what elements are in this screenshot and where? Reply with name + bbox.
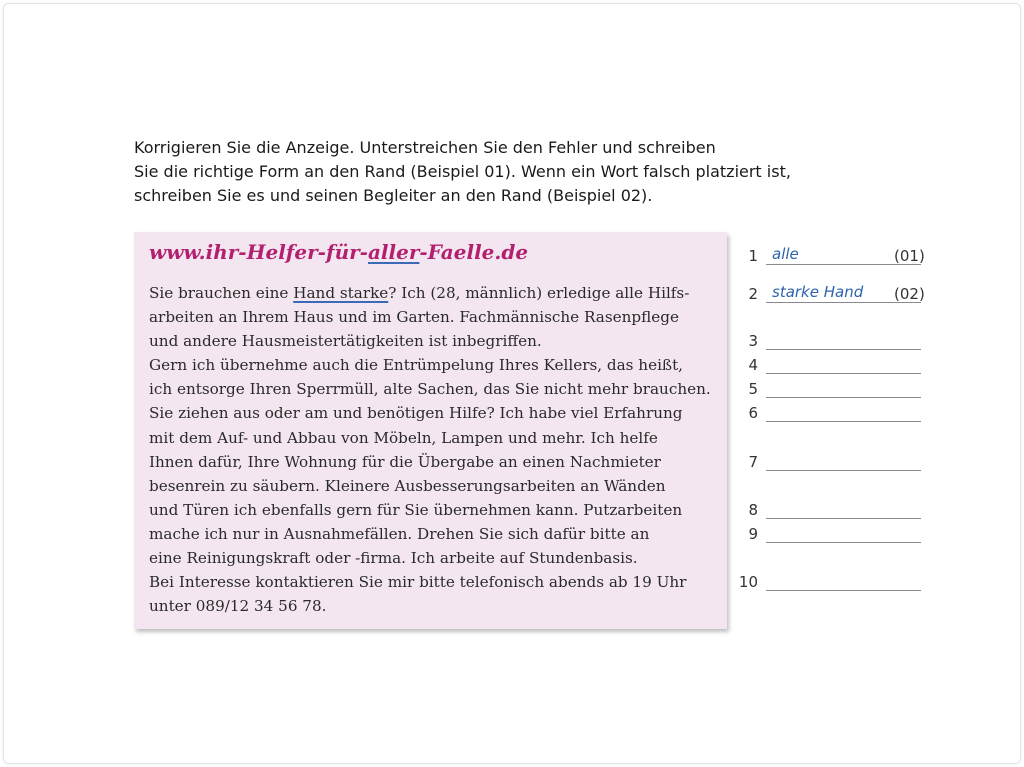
answer-number: 8 bbox=[748, 501, 758, 519]
ad-line: besenrein zu säubern. Kleinere Ausbesserungsarbeiten an Wänden bbox=[149, 476, 666, 495]
answer-line[interactable] bbox=[766, 421, 921, 422]
ad-text: ? Ich (28, männlich) erledige alle Hilfs- bbox=[388, 284, 690, 302]
ad-line: Gern ich übernehme auch die Entrümpelung Ihres Kellers, das heißt, bbox=[149, 356, 684, 375]
ad-body bbox=[149, 281, 724, 618]
instruction-line: Korrigieren Sie die Anzeige. Unterstreichen Sie den Fehler und schreiben bbox=[134, 138, 716, 157]
answer-row-5 bbox=[736, 378, 936, 400]
answer-line[interactable] bbox=[766, 470, 921, 471]
ad-line: mit dem Auf- und Abbau von Möbeln, Lampen und mehr. Ich helfe bbox=[149, 428, 658, 447]
answer-number: 7 bbox=[748, 453, 758, 471]
ad-line: Sie ziehen aus oder am und benötigen Hilfe? Ich habe viel Erfahrung bbox=[149, 404, 683, 423]
ad-title bbox=[149, 240, 528, 264]
ad-text: Sie brauchen eine bbox=[149, 284, 294, 302]
ad-title-part: -Faelle.de bbox=[419, 240, 529, 264]
advertisement-card bbox=[134, 232, 727, 629]
answer-handwriting: starke Hand bbox=[772, 283, 864, 301]
answer-number: 5 bbox=[748, 380, 758, 398]
ad-line: arbeiten an Ihrem Haus und im Garten. Fachmännische Rasenpflege bbox=[149, 308, 679, 327]
answer-line[interactable] bbox=[766, 542, 921, 543]
ad-line: Bei Interesse kontaktieren Sie mir bitte telefonisch abends ab 19 Uhr bbox=[149, 573, 687, 592]
answer-number: 4 bbox=[748, 356, 758, 374]
task-instructions bbox=[134, 136, 814, 208]
answer-number: 1 bbox=[748, 247, 758, 265]
answer-number: 10 bbox=[738, 573, 758, 591]
answer-row-7 bbox=[736, 451, 936, 473]
ad-line: eine Reinigungskraft oder -firma. Ich arbeite auf Stundenbasis. bbox=[149, 549, 638, 568]
answer-handwriting: alle bbox=[772, 245, 799, 263]
answer-number: 6 bbox=[748, 404, 758, 422]
answer-row-9 bbox=[736, 523, 936, 545]
answer-line[interactable] bbox=[766, 349, 921, 350]
ad-line: unter 089/12 34 56 78. bbox=[149, 597, 327, 616]
answer-row-6 bbox=[736, 402, 936, 424]
ad-underlined-error: Hand starke bbox=[293, 284, 389, 302]
answer-number: 3 bbox=[748, 332, 758, 350]
answer-number: 9 bbox=[748, 525, 758, 543]
example-label: (02) bbox=[894, 285, 925, 303]
answer-line[interactable] bbox=[766, 590, 921, 591]
answer-row-10 bbox=[736, 571, 936, 593]
ad-line: mache ich nur in Ausnahmefällen. Drehen Sie sich dafür bitte an bbox=[149, 524, 650, 543]
ad-line: ich entsorge Ihren Sperrmüll, alte Sachen, das Sie nicht mehr brauchen. bbox=[149, 380, 711, 399]
ad-line bbox=[149, 281, 724, 305]
ad-title-part: www.ihr-Helfer-für- bbox=[149, 240, 368, 264]
ad-line: Ihnen dafür, Ihre Wohnung für die Übergabe an einen Nachmieter bbox=[149, 452, 661, 471]
instruction-line: Sie die richtige Form an den Rand (Beispiel 01). Wenn ein Wort falsch platziert ist, bbox=[134, 162, 791, 181]
answer-row-8 bbox=[736, 499, 936, 521]
ad-line: und Türen ich ebenfalls gern für Sie übernehmen kann. Putzarbeiten bbox=[149, 500, 683, 519]
ad-line: und andere Hausmeistertätigkeiten ist inbegriffen. bbox=[149, 332, 542, 351]
answer-line[interactable] bbox=[766, 518, 921, 519]
answer-line[interactable] bbox=[766, 373, 921, 374]
answer-row-3 bbox=[736, 330, 936, 352]
answer-row-2 bbox=[736, 283, 936, 305]
answer-number: 2 bbox=[748, 285, 758, 303]
example-label: (01) bbox=[894, 247, 925, 265]
instruction-line: schreiben Sie es und seinen Begleiter an den Rand (Beispiel 02). bbox=[134, 186, 653, 205]
ad-title-underlined: aller bbox=[367, 240, 420, 264]
answer-row-1 bbox=[736, 245, 936, 267]
answer-row-4 bbox=[736, 354, 936, 376]
answer-line[interactable] bbox=[766, 397, 921, 398]
